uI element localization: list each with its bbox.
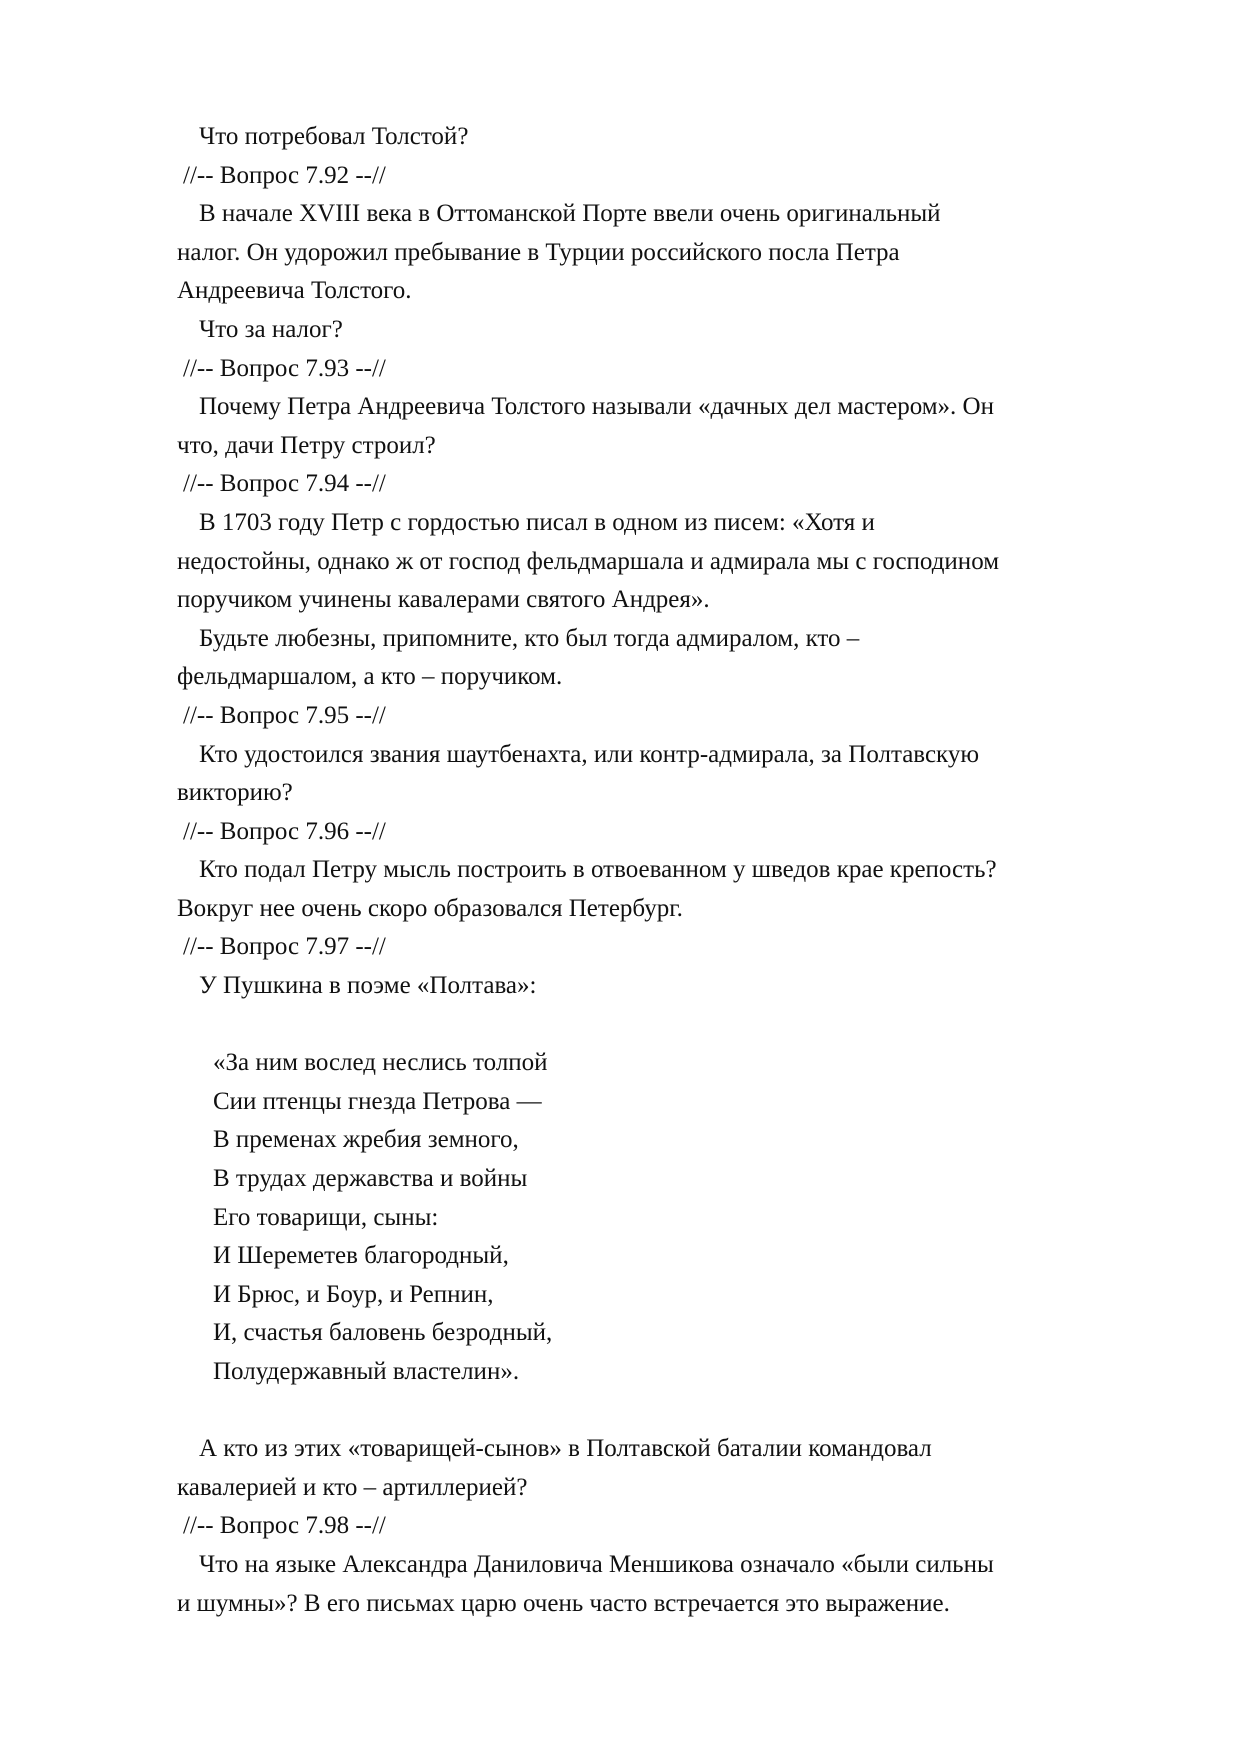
text-line: что, дачи Петру строил? bbox=[177, 431, 436, 459]
text-line: поручиком учинены кавалерами святого Андрея». bbox=[177, 586, 710, 614]
question-heading: //-- Вопрос 7.92 --// bbox=[183, 161, 386, 189]
verse-line: Полудержавный властелин». bbox=[213, 1358, 520, 1385]
text-line: кавалерией и кто – артиллерией? bbox=[177, 1473, 528, 1501]
text-line: недостойны, однако ж от господ фельдмаршала и адмирала мы с господином bbox=[177, 547, 1000, 575]
verse-line: В трудах державства и войны bbox=[213, 1165, 528, 1193]
verse-line: И Брюс, и Боур, и Репнин, bbox=[213, 1280, 494, 1308]
question-heading: //-- Вопрос 7.94 --// bbox=[183, 470, 386, 498]
text-line: Что потребовал Толстой? bbox=[199, 123, 469, 150]
text-line: В начале XVIII века в Оттоманской Порте ввели очень оригинальный bbox=[199, 200, 941, 228]
text-line: Кто подал Петру мысль построить в отвоеванном у шведов крае крепость? bbox=[199, 856, 997, 884]
text-line: Будьте любезны, припомните, кто был тогда адмиралом, кто – bbox=[199, 624, 860, 652]
text-line: У Пушкина в поэме «Полтава»: bbox=[199, 972, 537, 1000]
text-line: В 1703 году Петр с гордостью писал в одном из писем: «Хотя и bbox=[199, 508, 875, 536]
text-line: А кто из этих «товарищей-сынов» в Полтавской баталии командовал bbox=[199, 1435, 932, 1463]
verse-line: И Шереметев благородный, bbox=[213, 1242, 509, 1270]
question-heading: //-- Вопрос 7.93 --// bbox=[183, 354, 386, 382]
question-heading: //-- Вопрос 7.95 --// bbox=[183, 701, 386, 729]
page-text bbox=[177, 118, 1147, 1623]
text-line: Кто удостоился звания шаутбенахта, или контр-адмирала, за Полтавскую bbox=[199, 740, 980, 768]
question-heading: //-- Вопрос 7.98 --// bbox=[183, 1512, 386, 1540]
text-line: фельдмаршалом, а кто – поручиком. bbox=[177, 663, 563, 691]
text-line: викторию? bbox=[177, 779, 293, 807]
text-line: Вокруг нее очень скоро образовался Петербург. bbox=[177, 894, 683, 922]
text-line: Почему Петра Андреевича Толстого называли «дачных дел мастером». Он bbox=[199, 393, 994, 421]
text-line: и шумны»? В его письмах царю очень часто встречается это выражение. bbox=[177, 1589, 950, 1617]
text-line: Что за налог? bbox=[199, 315, 343, 343]
verse-line: В пременах жребия земного, bbox=[213, 1126, 519, 1154]
question-heading: //-- Вопрос 7.96 --// bbox=[183, 817, 386, 845]
text-line: Что на языке Александра Даниловича Меншикова означало «были сильны bbox=[199, 1550, 994, 1578]
question-heading: //-- Вопрос 7.97 --// bbox=[183, 933, 386, 961]
text-line: Андреевича Толстого. bbox=[177, 277, 412, 305]
verse-line: Его товарищи, сыны: bbox=[213, 1203, 439, 1231]
blank-line bbox=[177, 1392, 1147, 1431]
verse-line: И, счастья баловень безродный, bbox=[213, 1319, 553, 1347]
verse-line: «За ним вослед неслись толпой bbox=[213, 1049, 548, 1077]
verse-line: Сии птенцы гнезда Петрова — bbox=[213, 1087, 542, 1115]
blank-line bbox=[177, 1006, 1147, 1045]
text-line: налог. Он удорожил пребывание в Турции российского посла Петра bbox=[177, 238, 900, 266]
